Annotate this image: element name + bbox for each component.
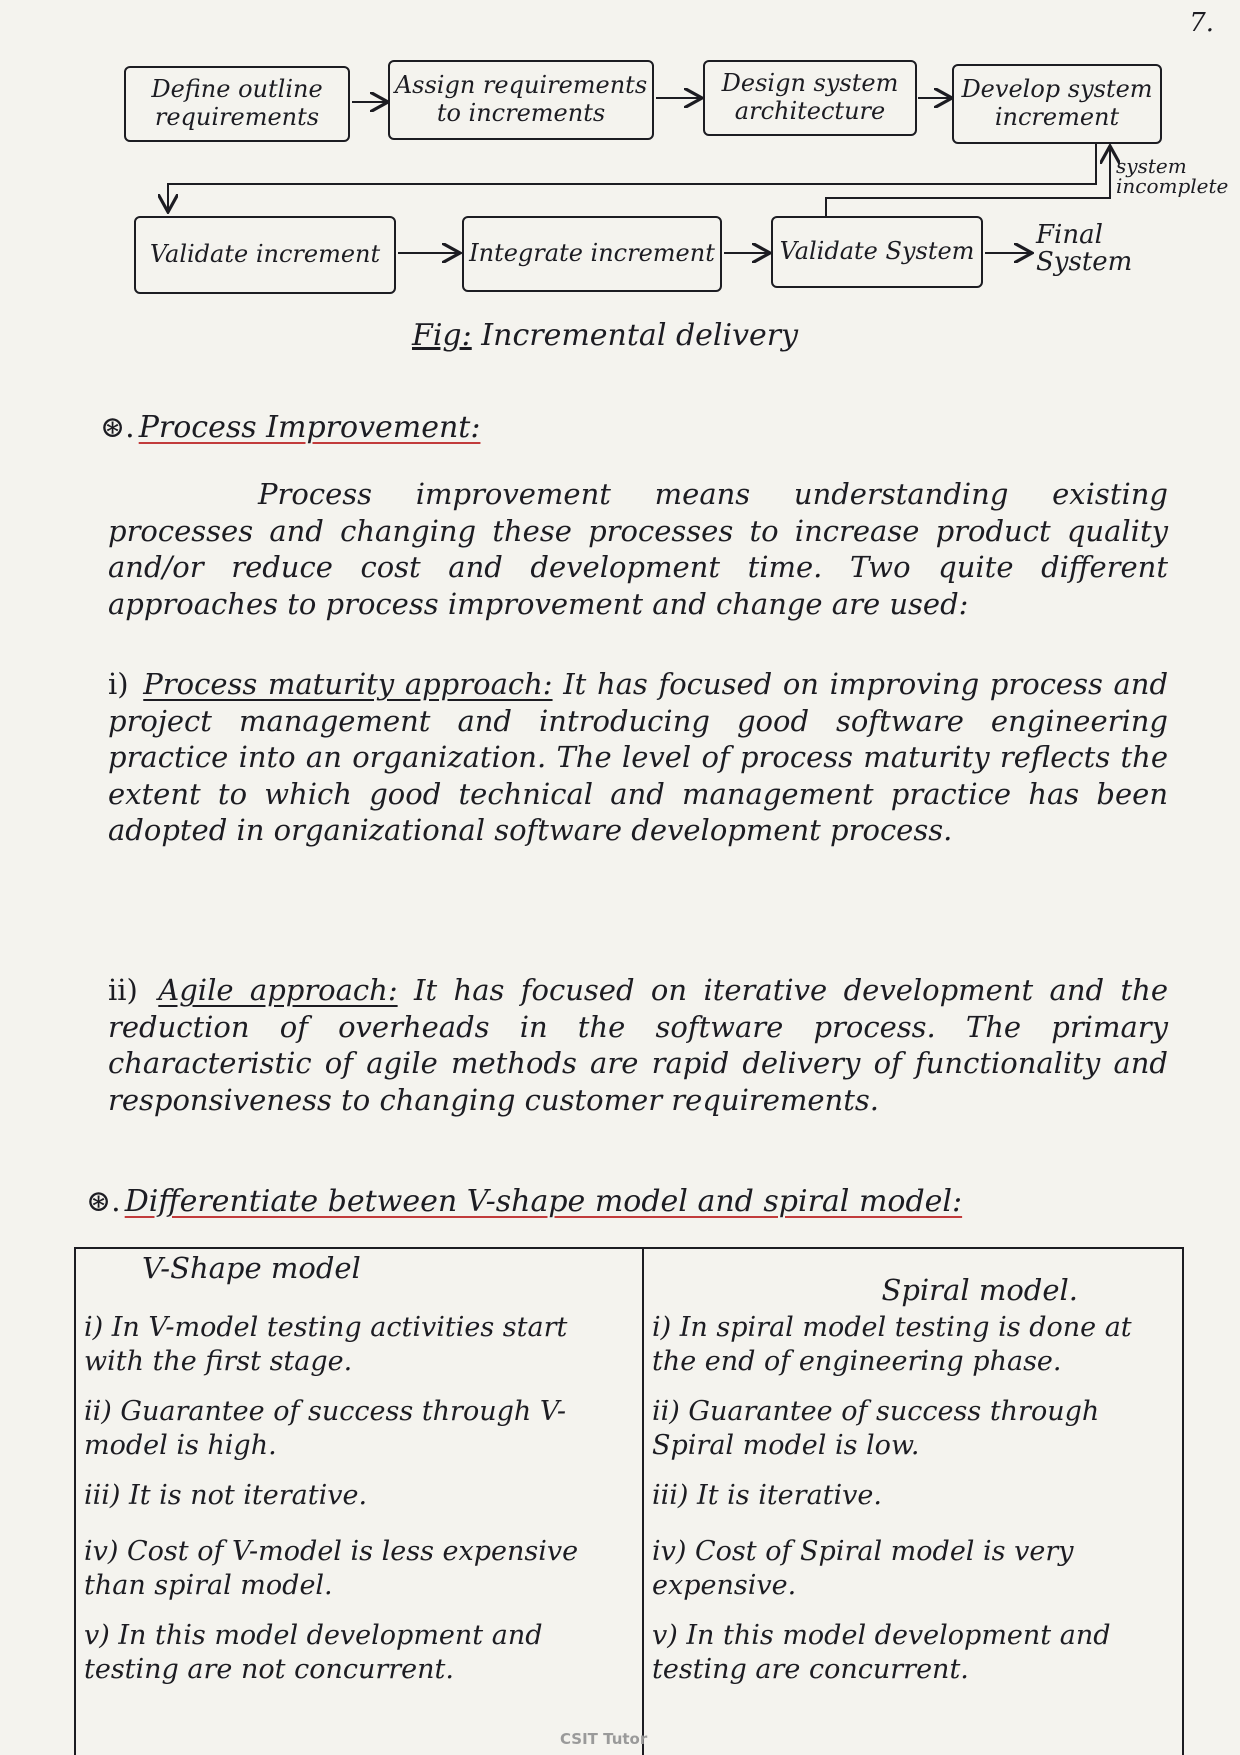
table-row: iv) Cost of V-model is less expensive than spiral model. — [84, 1536, 579, 1601]
box-validate-system: Validate System — [771, 216, 983, 288]
agile-approach-item — [108, 972, 1168, 1118]
process-improvement-title: Process Improvement: — [138, 410, 481, 445]
item-text: It has focused on iterative development and the reduction of overheads in the software process. The primary characteristic of agile methods are rapid delivery of functionality and responsiveness to changing customer requirements. — [108, 973, 1168, 1117]
page-number: 7. — [1189, 8, 1214, 38]
box-design-system-architecture: Design system architecture — [703, 60, 917, 136]
comparison-heading — [86, 1184, 962, 1219]
table-row: iii) It is iterative. — [652, 1480, 882, 1511]
label-final-system: Final System — [1036, 220, 1133, 278]
figure-caption-text: Incremental delivery — [481, 318, 799, 353]
label-system-incomplete: system incomplete — [1116, 154, 1229, 198]
spiral-header: Spiral model. — [881, 1273, 1078, 1307]
v-shape-column — [76, 1249, 644, 1755]
heading-bullet-icon: ⊛. — [100, 410, 135, 445]
incremental-delivery-diagram — [0, 0, 1240, 353]
table-row: iii) It is not iterative. — [84, 1480, 368, 1511]
arrow-system-incomplete-loop — [826, 148, 1110, 216]
figure-caption-prefix: Fig: — [412, 318, 472, 353]
box-define-outline-requirements: Define outline requirements — [124, 66, 350, 142]
v-shape-header: V-Shape model — [142, 1251, 361, 1285]
comparison-title: Differentiate between V-shape model and spiral model: — [124, 1184, 963, 1219]
spiral-column — [644, 1249, 1182, 1755]
table-row: i) In V-model testing activities start with the first stage. — [84, 1312, 568, 1377]
item-lead: Agile approach: — [158, 973, 398, 1007]
process-improvement-heading — [100, 410, 480, 445]
item-lead: Process maturity approach: — [143, 667, 553, 701]
table-row: v) In this model development and testing are concurrent. — [652, 1620, 1111, 1685]
item-text: It has focused on improving process and project management and introducing good software engineering practice into an organization. The level of process maturity reflects the extent to which good technical and management practice has been adopted in organizational software development process. — [108, 667, 1169, 847]
figure-caption — [412, 318, 798, 353]
box-integrate-increment: Integrate increment — [462, 216, 722, 292]
item-number: i) — [108, 667, 129, 701]
table-row: iv) Cost of Spiral model is very expensive. — [652, 1536, 1074, 1601]
box-validate-increment: Validate increment — [134, 216, 396, 294]
arrow-develop-to-validate-increment — [168, 144, 1096, 210]
item-number: ii) — [108, 973, 138, 1007]
table-row: v) In this model development and testing are not concurrent. — [84, 1620, 543, 1685]
table-row: i) In spiral model testing is done at the end of engineering phase. — [652, 1312, 1132, 1377]
process-improvement-intro: Process improvement means understanding existing processes and changing these processes to increase product quality and/or reduce cost and development time. Two quite different approaches to process improvement and change are used: — [108, 477, 1168, 621]
table-row: ii) Guarantee of success through V-model is high. — [84, 1396, 567, 1461]
heading-bullet-icon: ⊛. — [86, 1184, 121, 1219]
table-row: ii) Guarantee of success through Spiral model is low. — [652, 1396, 1100, 1461]
box-assign-requirements: Assign requirements to increments — [388, 60, 654, 140]
box-develop-system-increment: Develop system increment — [952, 64, 1162, 144]
process-maturity-item — [108, 666, 1168, 849]
comparison-table — [74, 1247, 1184, 1755]
watermark: CSIT Tutor — [560, 1730, 648, 1748]
